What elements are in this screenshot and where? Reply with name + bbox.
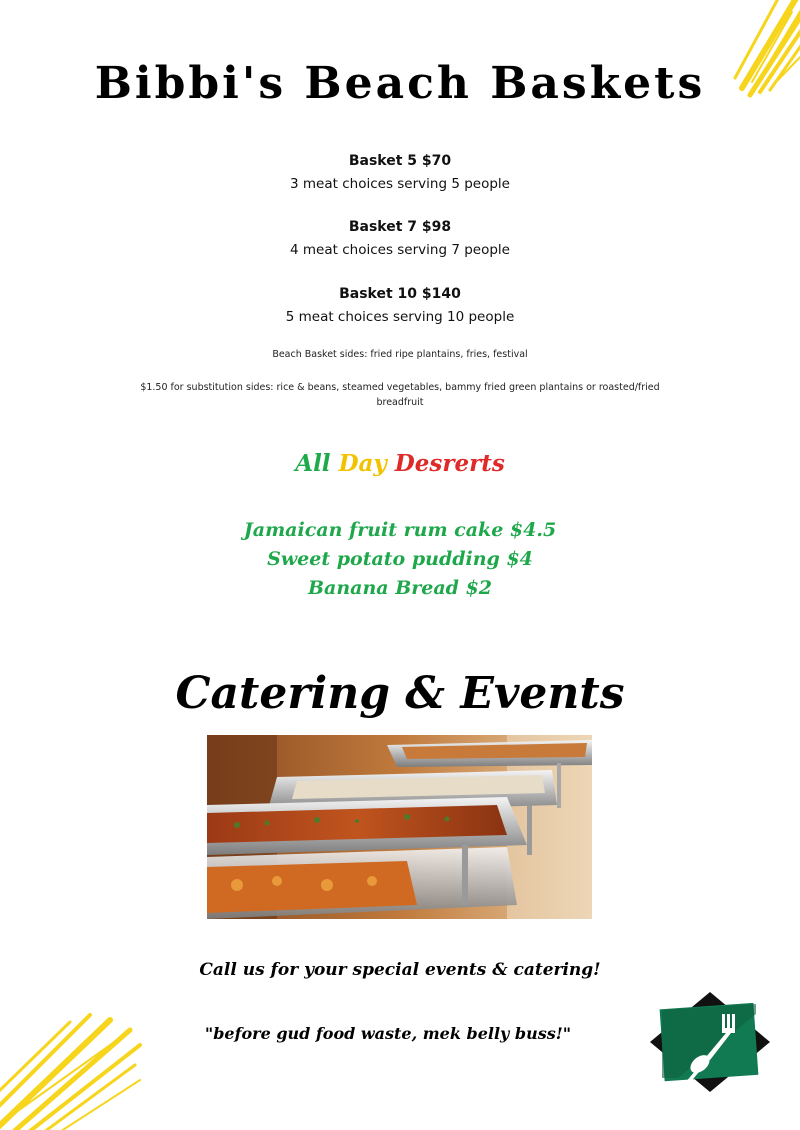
beach-basket-sides: Beach Basket sides: fried ripe plantains, fries, festival — [272, 349, 528, 360]
desserts-heading-word-desserts: Desrerts — [394, 450, 505, 477]
desserts-heading-word-day: Day — [338, 450, 387, 477]
substitution-sides: $1.50 for substitution sides: rice & beans, steamed vegetables, bammy fried green plantains or roasted/fried breadfruit — [140, 382, 660, 408]
yellow-brush-stroke-bottom-left — [0, 1000, 150, 1130]
catering-call-to-action: Call us for your special events & catering! — [199, 960, 601, 980]
catering-buffet-photo — [207, 735, 592, 919]
desserts-heading — [0, 450, 800, 477]
catering-heading: Catering & Events — [175, 668, 625, 719]
basket-7 — [0, 216, 800, 262]
basket-description: 5 meat choices serving 10 people — [285, 309, 515, 325]
basket-5 — [0, 150, 800, 196]
dessert-item: Sweet potato pudding $4 — [267, 548, 533, 570]
dessert-list — [0, 516, 800, 603]
dessert-item: Jamaican fruit rum cake $4.5 — [243, 519, 557, 541]
fork-spoon-icon — [648, 990, 772, 1094]
basket-10 — [0, 283, 800, 329]
dessert-item: Banana Bread $2 — [307, 577, 493, 599]
desserts-heading-word-all: All — [295, 450, 331, 477]
page-title: Bibbi's Beach Baskets — [94, 58, 706, 109]
basket-name: Basket 7 $98 — [348, 219, 452, 235]
basket-name: Basket 10 $140 — [339, 286, 461, 302]
basket-description: 3 meat choices serving 5 people — [290, 176, 510, 192]
basket-name: Basket 5 $70 — [348, 153, 452, 169]
basket-description: 4 meat choices serving 7 people — [290, 242, 510, 258]
slogan-quote: "before gud food waste, mek belly buss!" — [204, 1024, 572, 1043]
